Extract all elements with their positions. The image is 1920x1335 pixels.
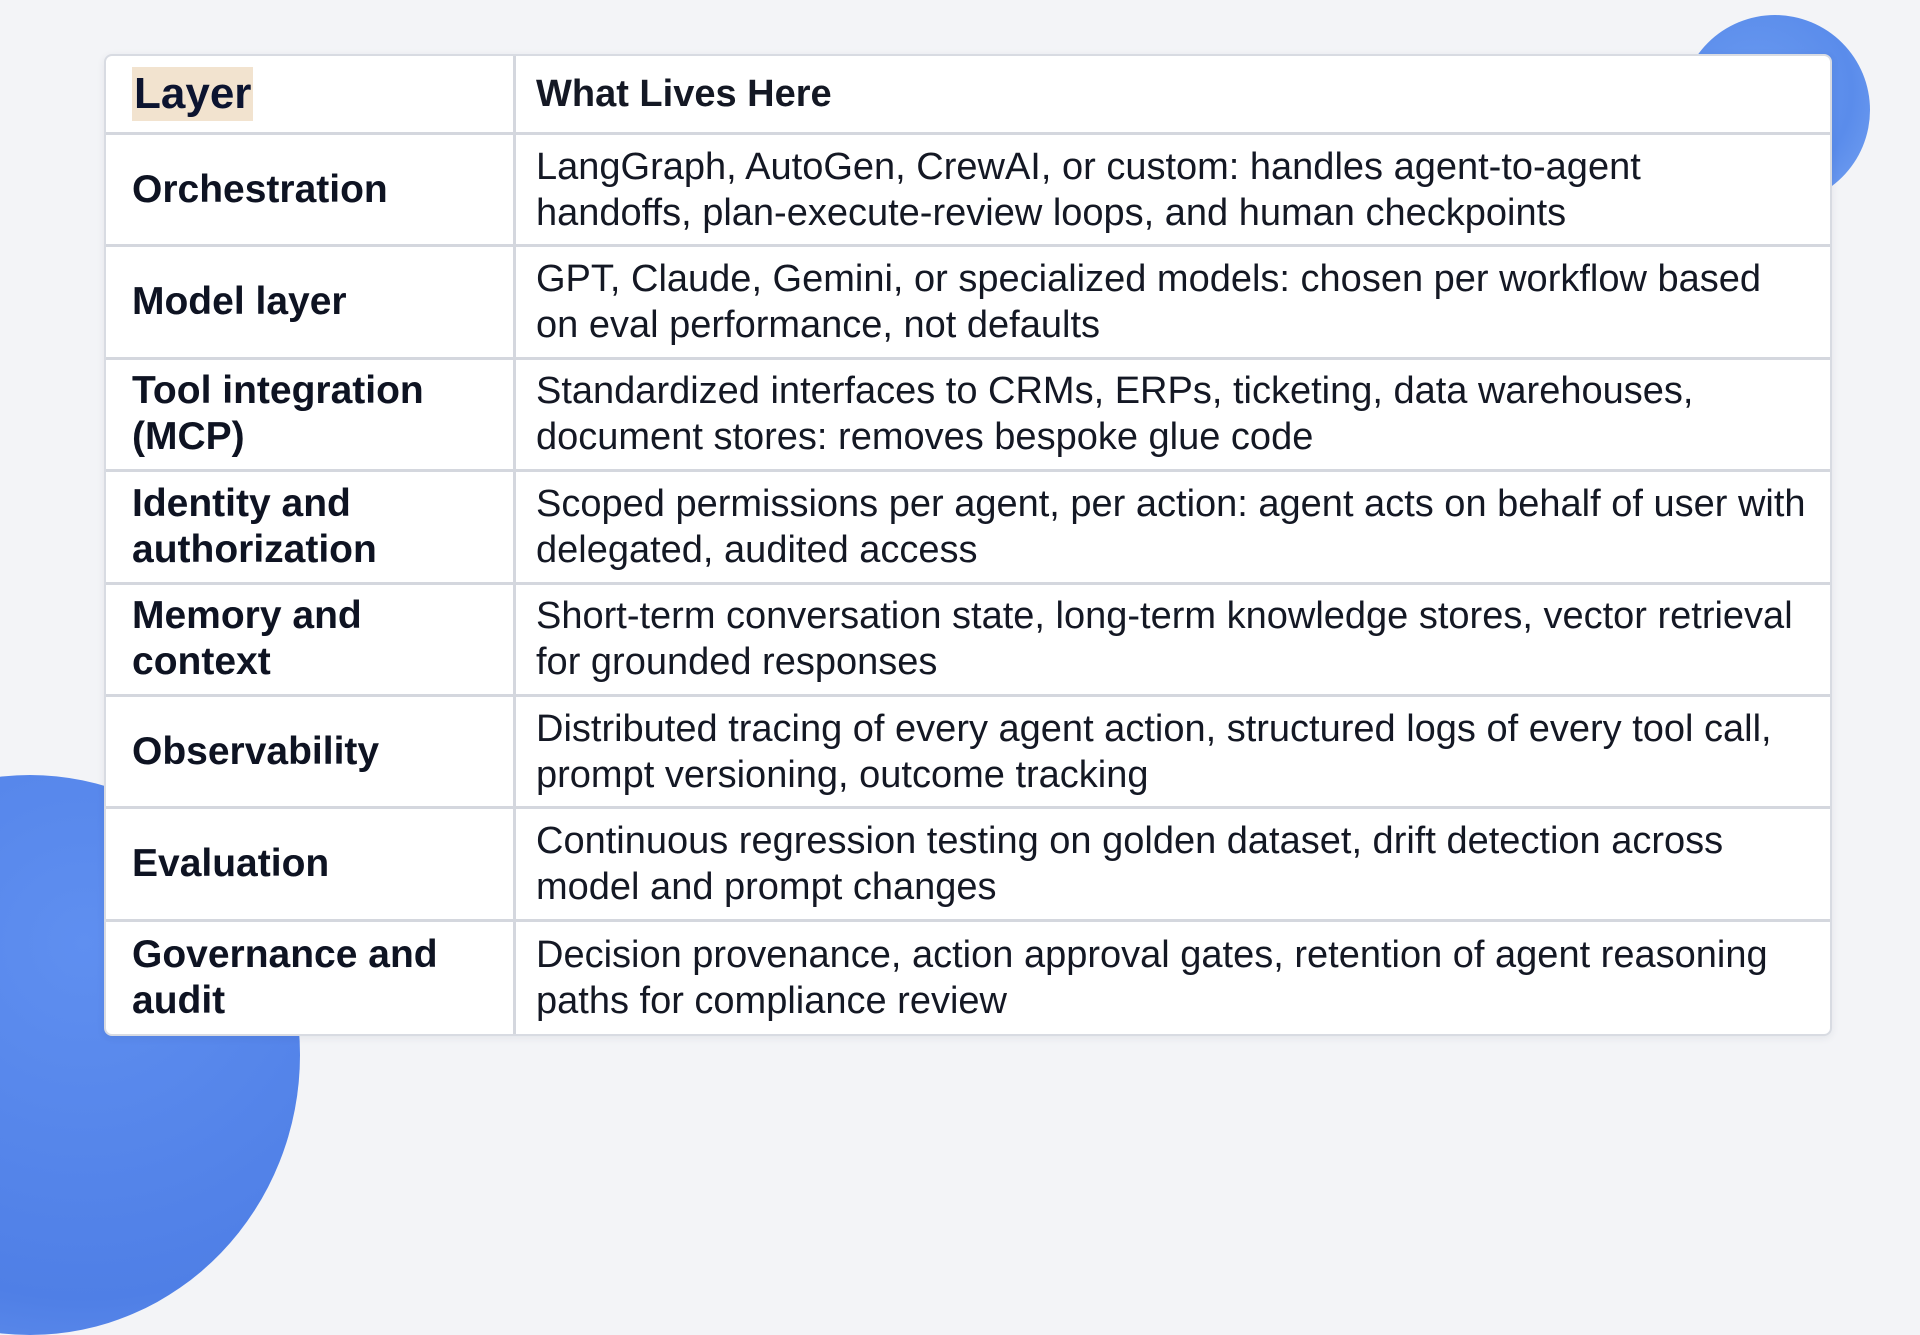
table-row-desc-governance: Decision provenance, action approval gates, retention of agent reasoning paths for compliance review <box>536 933 1768 1022</box>
table-row-layer-tool-integration: Tool integration (MCP) <box>106 360 516 472</box>
table-row-desc-model: GPT, Claude, Gemini, or specialized models: chosen per workflow based on eval performance, not defaults <box>516 247 1830 359</box>
table-row-desc-evaluation: Continuous regression testing on golden dataset, drift detection across model and prompt changes <box>516 809 1830 921</box>
table-row-layer-observability: Observability <box>106 697 516 809</box>
table-row-desc-identity: Scoped permissions per agent, per action: agent acts on behalf of user with delegated, audited access <box>516 472 1830 584</box>
table-row-desc-tool-integration: Standardized interfaces to CRMs, ERPs, ticketing, data warehouses, document stores: removes bespoke glue code <box>516 360 1830 472</box>
table-row-layer-model: Model layer <box>106 247 516 359</box>
table-row-layer-orchestration: Orchestration <box>106 135 516 247</box>
table-row-layer-governance: Governance and audit <box>106 922 516 1034</box>
table-card <box>104 54 1832 1036</box>
table-row-layer-identity: Identity and authorization <box>106 472 516 584</box>
table-row-desc-observability: Distributed tracing of every agent action, structured logs of every tool call, prompt versioning, outcome tracking <box>516 697 1830 809</box>
table-row-desc-memory: Short-term conversation state, long-term knowledge stores, vector retrieval for grounded responses <box>516 585 1830 697</box>
table-row-layer-memory: Memory and context <box>106 585 516 697</box>
layer-table <box>106 56 1830 1034</box>
table-row-desc-orchestration: LangGraph, AutoGen, CrewAI, or custom: handles agent-to-agent handoffs, plan-execute-review loops, and human checkpoints <box>516 135 1830 247</box>
column-header-what-lives-here: What Lives Here <box>516 56 1830 135</box>
column-header-layer <box>106 56 516 135</box>
header-highlight: Layer <box>132 67 253 121</box>
table-row-layer-evaluation: Evaluation <box>106 809 516 921</box>
